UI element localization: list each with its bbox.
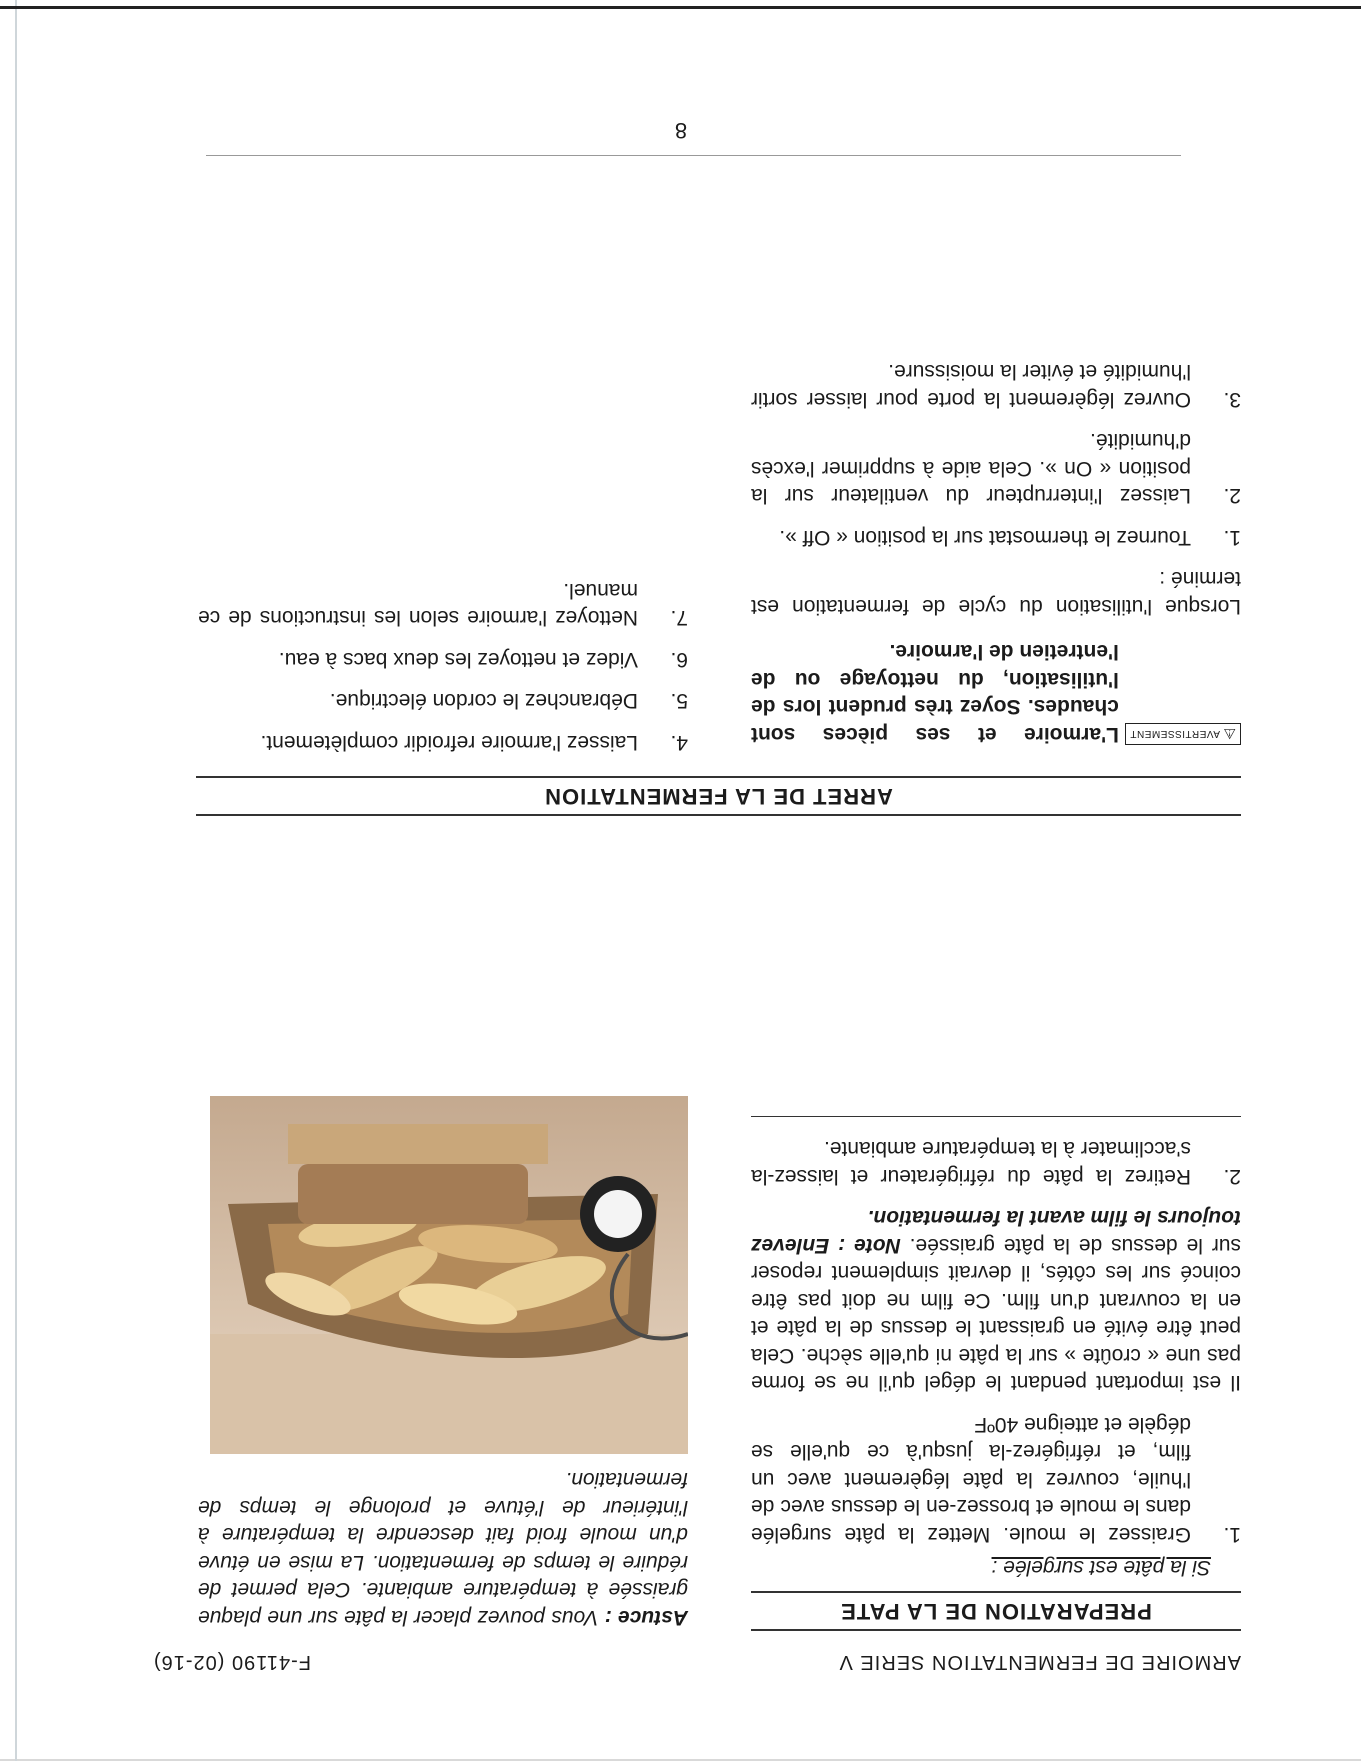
page-number: 8 bbox=[674, 118, 688, 143]
document-code: F-41190 (02-16) bbox=[152, 1651, 311, 1673]
step-number: 6. bbox=[670, 648, 688, 671]
step-text: Nettoyez l'armoire selon les instructions de ce manuel. bbox=[198, 579, 638, 630]
prep-step-1 bbox=[751, 1411, 1241, 1549]
stop-section-title: ARRET DE LA FERMENTATION bbox=[196, 777, 1241, 817]
scan-edge-bottom bbox=[0, 6, 1361, 9]
tip-paragraph bbox=[198, 1466, 688, 1631]
step-text: Ouvrez légèrement la porte pour laisser sortir l'humidité et éviter la moisissure. bbox=[751, 360, 1191, 411]
stop-step-7 bbox=[198, 577, 688, 632]
prep-section-title: PREPARATION DE LA PATE bbox=[751, 1592, 1241, 1632]
step-text: Tournez le thermostat sur la position « Off ». bbox=[779, 526, 1191, 549]
note-label: Note : bbox=[838, 1234, 901, 1257]
step-number: 5. bbox=[670, 689, 688, 713]
step-text: Retirez la pâte du réfrigérateur et laissez-la s'acclimater à la température ambiante. bbox=[751, 1137, 1191, 1188]
stop-step-1 bbox=[751, 524, 1241, 552]
warning-block bbox=[751, 638, 1241, 748]
step-number: 7. bbox=[670, 606, 688, 630]
frozen-dough-subhead: Si la pâte est surgelée : bbox=[991, 1556, 1211, 1580]
step-text: Videz et nettoyez les deux bacs à eau. bbox=[278, 648, 638, 671]
step-number: 2. bbox=[1223, 1165, 1241, 1188]
step-number: 1. bbox=[1223, 526, 1241, 549]
warning-badge-label: AVERTISSEMENT bbox=[1129, 728, 1220, 740]
prep-step-2 bbox=[751, 1135, 1241, 1190]
stop-intro: Lorsque l'utilisation du cycle de fermentation est terminé : bbox=[751, 567, 1241, 618]
stop-section bbox=[196, 767, 1241, 817]
stop-step-4 bbox=[198, 729, 688, 757]
step-number: 4. bbox=[670, 731, 688, 754]
left-column bbox=[751, 1116, 1241, 1631]
bread-basket-photo bbox=[210, 1096, 688, 1454]
tip-label: Astuce : bbox=[604, 1606, 688, 1629]
thaw-paragraph bbox=[751, 1204, 1241, 1397]
thaw-text: Il est important pendant le dégel qu'il ne se forme pas une « croûte » sur la pâte ni qu'elle sèche. Cela peut être évité en graissant le dessus de la pâte et en la couvrant d'un film. Ce film ne doit pas être coincé sur les côtés, il devrait simplement reposer sur le dessus de la pâte graissée. bbox=[751, 1234, 1241, 1395]
warning-text: L'armoire et ses pièces sont chaudes. Soyez très prudent lors de l'utilisation, du nettoyage ou de l'entretien de l'armoire. bbox=[751, 640, 1119, 746]
stop-step-6 bbox=[198, 646, 688, 674]
warning-badge bbox=[1125, 723, 1241, 745]
stop-right-column bbox=[198, 563, 688, 757]
scan-edge-right bbox=[15, 0, 17, 1761]
step-text: Laissez l'armoire refroidir complètement. bbox=[260, 731, 638, 754]
stop-step-5 bbox=[198, 687, 688, 715]
step-text: Graissez le moule. Mettez la pâte surgelée dans le moule et brossez-en le dessus avec de l'huile, couvrez la pâte légèrement avec un film, et réfrigérez-la jusqu'à ce qu'elle se dégèle et atteigne 40ºF bbox=[751, 1413, 1191, 1546]
footer-rule bbox=[206, 155, 1181, 156]
step-number: 1. bbox=[1223, 1523, 1241, 1546]
stop-left-column bbox=[751, 344, 1241, 756]
note-text: Enlevez toujours le film avant la fermentation. bbox=[751, 1206, 1241, 1257]
step-number: 3. bbox=[1223, 388, 1241, 411]
right-column bbox=[198, 1089, 688, 1632]
section-divider bbox=[751, 1116, 1241, 1117]
step-number: 2. bbox=[1223, 484, 1241, 508]
tip-text: Vous pouvez placer la pâte sur une plaque graissée à température ambiante. Cela permet de réduire le temps de fermentation. La mise en étuve d'un moule froid fait descendre la température à l'intérieur de l'étuve et prolonge le temps de fermentation. bbox=[198, 1468, 688, 1629]
warning-triangle-icon: ⚠ bbox=[1222, 726, 1236, 743]
step-text: Laissez l'interrupteur du ventilateur sur la position « On ». Cela aide à supprimer l'excès d'humidité. bbox=[751, 429, 1191, 508]
step-text: Débranchez le cordon électrique. bbox=[329, 689, 638, 713]
stop-step-2 bbox=[751, 427, 1241, 510]
stop-step-3 bbox=[751, 358, 1241, 413]
document-title: ARMOIRE DE FERMENTATION SERIE V bbox=[838, 1651, 1241, 1673]
